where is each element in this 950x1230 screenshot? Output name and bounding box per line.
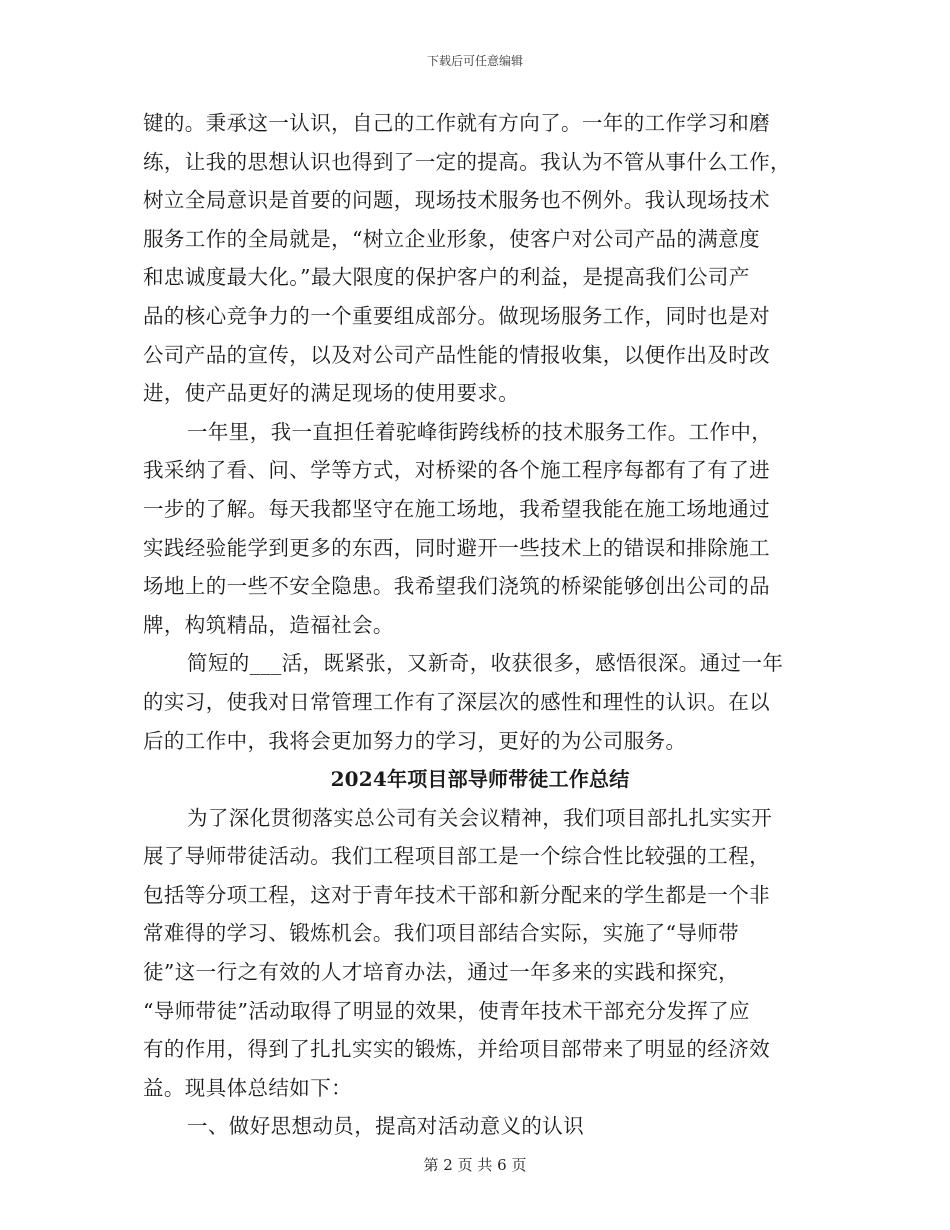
text-line: 和忠诚度最大化。”最大限度的保护客户的利益，是提高我们公司产 bbox=[143, 265, 750, 290]
page-header: 下载后可任意编辑 bbox=[426, 54, 523, 68]
text-line: 徒”这一行之有效的人才培育办法，通过一年多来的实践和探究， bbox=[143, 960, 740, 985]
text-line: 品的核心竞争力的一个重要组成部分。做现场服务工作，同时也是对 bbox=[143, 303, 770, 328]
text-line: 后的工作中，我将会更加努力的学习，更好的为公司服务。 bbox=[143, 728, 687, 753]
text-line: 练，让我的思想认识也得到了一定的提高。我认为不管从事什么工作， bbox=[143, 149, 791, 174]
paragraph-first-line: 一年里，我一直担任着驼峰街跨线桥的技术服务工作。工作中， bbox=[187, 419, 773, 444]
text-line: 的实习，使我对日常管理工作有了深层次的感性和理性的认识。在以 bbox=[143, 689, 770, 714]
page-number: 第 2 页 共 6 页 bbox=[423, 1156, 527, 1174]
text-line: 进，使产品更好的满足现场的使用要求。 bbox=[143, 381, 520, 406]
paragraph-first-line: 简短的___活，既紧张，又新奇，收获很多，感悟很深。通过一年 bbox=[187, 651, 784, 676]
text-line: 常难得的学习、锻炼机会。我们项目部结合实际，实施了“导师带 bbox=[143, 921, 740, 946]
text-line: 场地上的一些不安全隐患。我希望我们浇筑的桥梁能够创出公司的品 bbox=[143, 574, 770, 599]
document-body bbox=[143, 104, 811, 1146]
text-line: 我采纳了看、问、学等方式，对桥梁的各个施工程序每都有了有了进 bbox=[143, 458, 770, 483]
text-line: 树立全局意识是首要的问题，现场技术服务也不例外。我认现场技术 bbox=[143, 188, 770, 213]
text-line: 有的作用，得到了扎扎实实的锻炼，并给项目部带来了明显的经济效 bbox=[143, 1037, 770, 1062]
text-line: 一步的了解。每天我都坚守在施工场地，我希望我能在施工场地通过 bbox=[143, 496, 770, 521]
text-line: 键的。秉承这一认识，自己的工作就有方向了。一年的工作学习和磨 bbox=[143, 111, 770, 135]
text-line: 包括等分项工程，这对于青年技术干部和新分配来的学生都是一个非 bbox=[143, 882, 770, 907]
text-line: 服务工作的全局就是，“树立企业形象，使客户对公司产品的满意度 bbox=[143, 226, 760, 251]
paragraph-first-line: 为了深化贯彻落实总公司有关会议精神，我们项目部扎扎实实开 bbox=[187, 805, 773, 830]
text-line: 公司产品的宣传，以及对公司产品性能的情报收集，以便作出及时改 bbox=[143, 342, 770, 367]
text-line: 益。现具体总结如下： bbox=[143, 1075, 352, 1100]
section-title: 2024年项目部导师带徒工作总结 bbox=[330, 767, 630, 792]
text-line: 展了导师带徒活动。我们工程项目部工是一个综合性比较强的工程， bbox=[143, 844, 770, 869]
text-line: 实践经验能学到更多的东西，同时避开一些技术上的错误和排除施工 bbox=[143, 535, 770, 560]
text-line: “导师带徒”活动取得了明显的效果，使青年技术干部充分发挥了应 bbox=[143, 998, 750, 1023]
text-line: 牌，构筑精品，造福社会。 bbox=[143, 612, 394, 637]
section-subheading: 一、做好思想动员，提高对活动意义的认识 bbox=[187, 1114, 585, 1139]
